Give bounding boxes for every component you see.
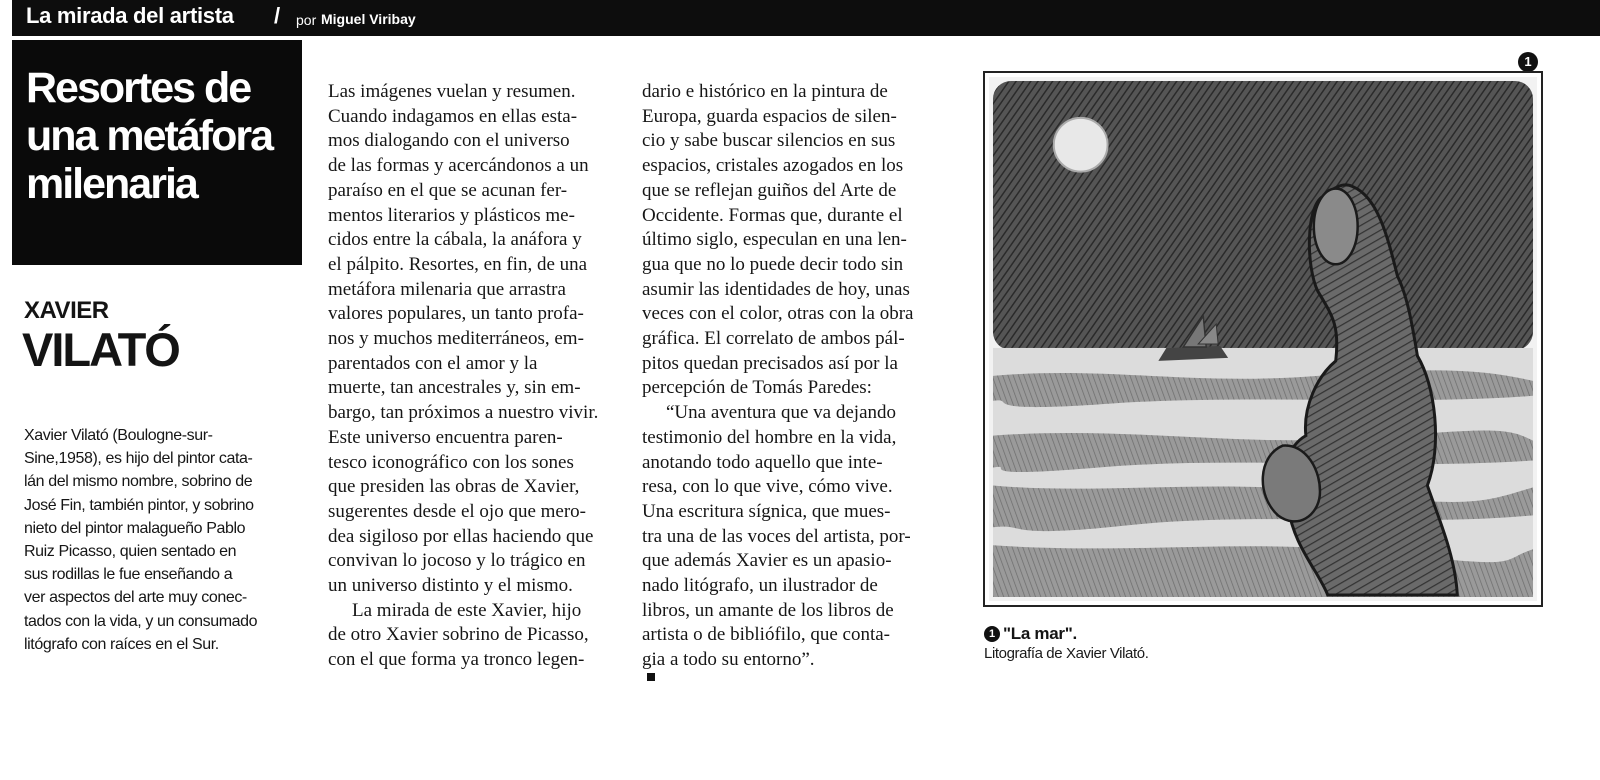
- figure-caption: [984, 624, 1148, 662]
- text-line: [642, 648, 934, 681]
- text-line: anotando todo aquello que inte-: [642, 451, 883, 473]
- headline-line: una metáfora: [26, 112, 273, 160]
- text-line: valores populares, un tanto profa-: [328, 303, 584, 325]
- text-line: cio y sabe buscar silencios en sus: [642, 130, 896, 152]
- text-line: bargo, tan próximos a nuestro vivir.: [328, 402, 599, 424]
- text-line: convivan lo jocoso y lo trágico en: [328, 550, 586, 572]
- caption-number-badge: 1: [984, 626, 1000, 642]
- lithograph-image: [983, 71, 1543, 607]
- text-line: pitos quedan precisados así por la: [642, 352, 898, 374]
- section-title: La mirada del artista: [26, 3, 234, 28]
- bio-line: ver aspectos del arte muy conec-: [24, 589, 247, 607]
- text-line: dea sigiloso por ellas haciendo que: [328, 525, 594, 547]
- text-line: último siglo, especulan en una len-: [642, 229, 907, 251]
- lithograph-drawing: [989, 77, 1537, 601]
- text-line: que además Xavier es un apasio-: [642, 550, 892, 572]
- bio-line: nieto del pintor malagueño Pablo: [24, 519, 246, 537]
- text-line: mentos literarios y plásticos me-: [328, 204, 575, 226]
- bio-line: José Fin, también pintor, y sobrino: [24, 496, 254, 514]
- article-column-1: [328, 80, 620, 673]
- headline-line: milenaria: [26, 160, 197, 208]
- bio-line: sus rodillas le fue enseñando a: [24, 566, 233, 584]
- text-line: Este universo encuentra paren-: [328, 426, 563, 448]
- text-line: que presiden las obras de Xavier,: [328, 476, 580, 498]
- caption-subtitle: Litografía de Xavier Vilató.: [984, 645, 1149, 662]
- text-line: testimonio del hombre en la vida,: [642, 426, 897, 448]
- text-line: veces con el color, otras con la obra: [642, 303, 914, 325]
- artist-first-name: XAVIER: [24, 297, 109, 324]
- text-line: espacios, cristales azogados en los: [642, 155, 904, 177]
- moon: [1054, 118, 1108, 172]
- text-line: paraíso en el que se acunan fer-: [328, 179, 568, 201]
- text-line: libros, un amante de los libros de: [642, 599, 894, 621]
- text-line: Occidente. Formas que, durante el: [642, 204, 903, 226]
- text-line: metáfora milenaria que arrastra: [328, 278, 566, 300]
- text-line: tesco iconográfico con los sones: [328, 451, 574, 473]
- text-line: Las imágenes vuelan y resumen.: [328, 81, 576, 102]
- text-line: nos y muchos mediterráneos, em-: [328, 328, 584, 350]
- artist-bio: [24, 424, 299, 656]
- text-line: Una escritura sígnica, que mues-: [642, 500, 891, 522]
- text-line: gua que no lo puede decir todo sin: [642, 253, 904, 275]
- text-line: Europa, guarda espacios de silen-: [642, 105, 897, 127]
- text-line: Cuando indagamos en ellas esta-: [328, 105, 578, 127]
- bio-line: Ruiz Picasso, quien sentado en: [24, 543, 237, 561]
- bio-line: tados con la vida, y un consumado: [24, 612, 258, 630]
- bio-line: Xavier Vilató (Boulogne-sur-: [24, 427, 213, 444]
- section-separator: /: [274, 3, 281, 28]
- text-line: cidos entre la cábala, la anáfora y: [328, 229, 582, 251]
- headline-line: Resortes de: [26, 64, 251, 112]
- text-line: muerte, tan ancestrales y, sin em-: [328, 377, 581, 399]
- byline-author: Miguel Viribay: [321, 11, 416, 27]
- text-line: nado litógrafo, un ilustrador de: [642, 575, 878, 597]
- text-line: resa, con lo que vive, cómo vive.: [642, 476, 893, 498]
- text-line: el pálpito. Resortes, en fin, de una: [328, 253, 588, 275]
- text-line: “Una aventura que va dejando: [666, 402, 897, 424]
- end-of-article-mark: [647, 673, 655, 681]
- text-line: percepción de Tomás Paredes:: [642, 377, 872, 399]
- bio-line: litógrafo con raíces en el Sur.: [24, 635, 219, 653]
- text-line: parentados con el amor y la: [328, 352, 538, 374]
- text-line: mos dialogando con el universo: [328, 130, 570, 152]
- caption-title: "La mar".: [1003, 624, 1077, 643]
- text-line: que se reflejan guiños del Arte de: [642, 179, 897, 201]
- text-line: La mirada de este Xavier, hijo: [352, 599, 582, 621]
- text-line: artista o de bibliófilo, que conta-: [642, 624, 890, 646]
- text-line: un universo distinto y el mismo.: [328, 575, 573, 597]
- text-line-content: gia a todo su entorno”.: [642, 649, 815, 671]
- byline-prefix: por: [296, 12, 317, 28]
- text-line: de las formas y acercándonos a un: [328, 155, 589, 177]
- headline-box: [12, 40, 302, 265]
- text-line: dario e histórico en la pintura de: [642, 81, 888, 102]
- text-line: tra una de las voces del artista, por-: [642, 525, 911, 547]
- bio-line: Sine,1958), es hijo del pintor cata-: [24, 450, 253, 468]
- text-line: de otro Xavier sobrino de Picasso,: [328, 624, 589, 646]
- text-line: con el que forma ya tronco legen-: [328, 649, 585, 671]
- text-line: asumir las identidades de hoy, unas: [642, 278, 910, 300]
- figure-number-badge: 1: [1518, 52, 1538, 72]
- text-line: gráfica. El correlato de ambos pál-: [642, 328, 905, 350]
- figure-head: [1314, 189, 1358, 265]
- article-column-2: [642, 80, 934, 681]
- section-header-bar: [12, 0, 1600, 36]
- artist-last-name: VILATÓ: [22, 323, 179, 376]
- bio-line: lán del mismo nombre, sobrino de: [24, 473, 253, 491]
- text-line: sugerentes desde el ojo que mero-: [328, 500, 586, 522]
